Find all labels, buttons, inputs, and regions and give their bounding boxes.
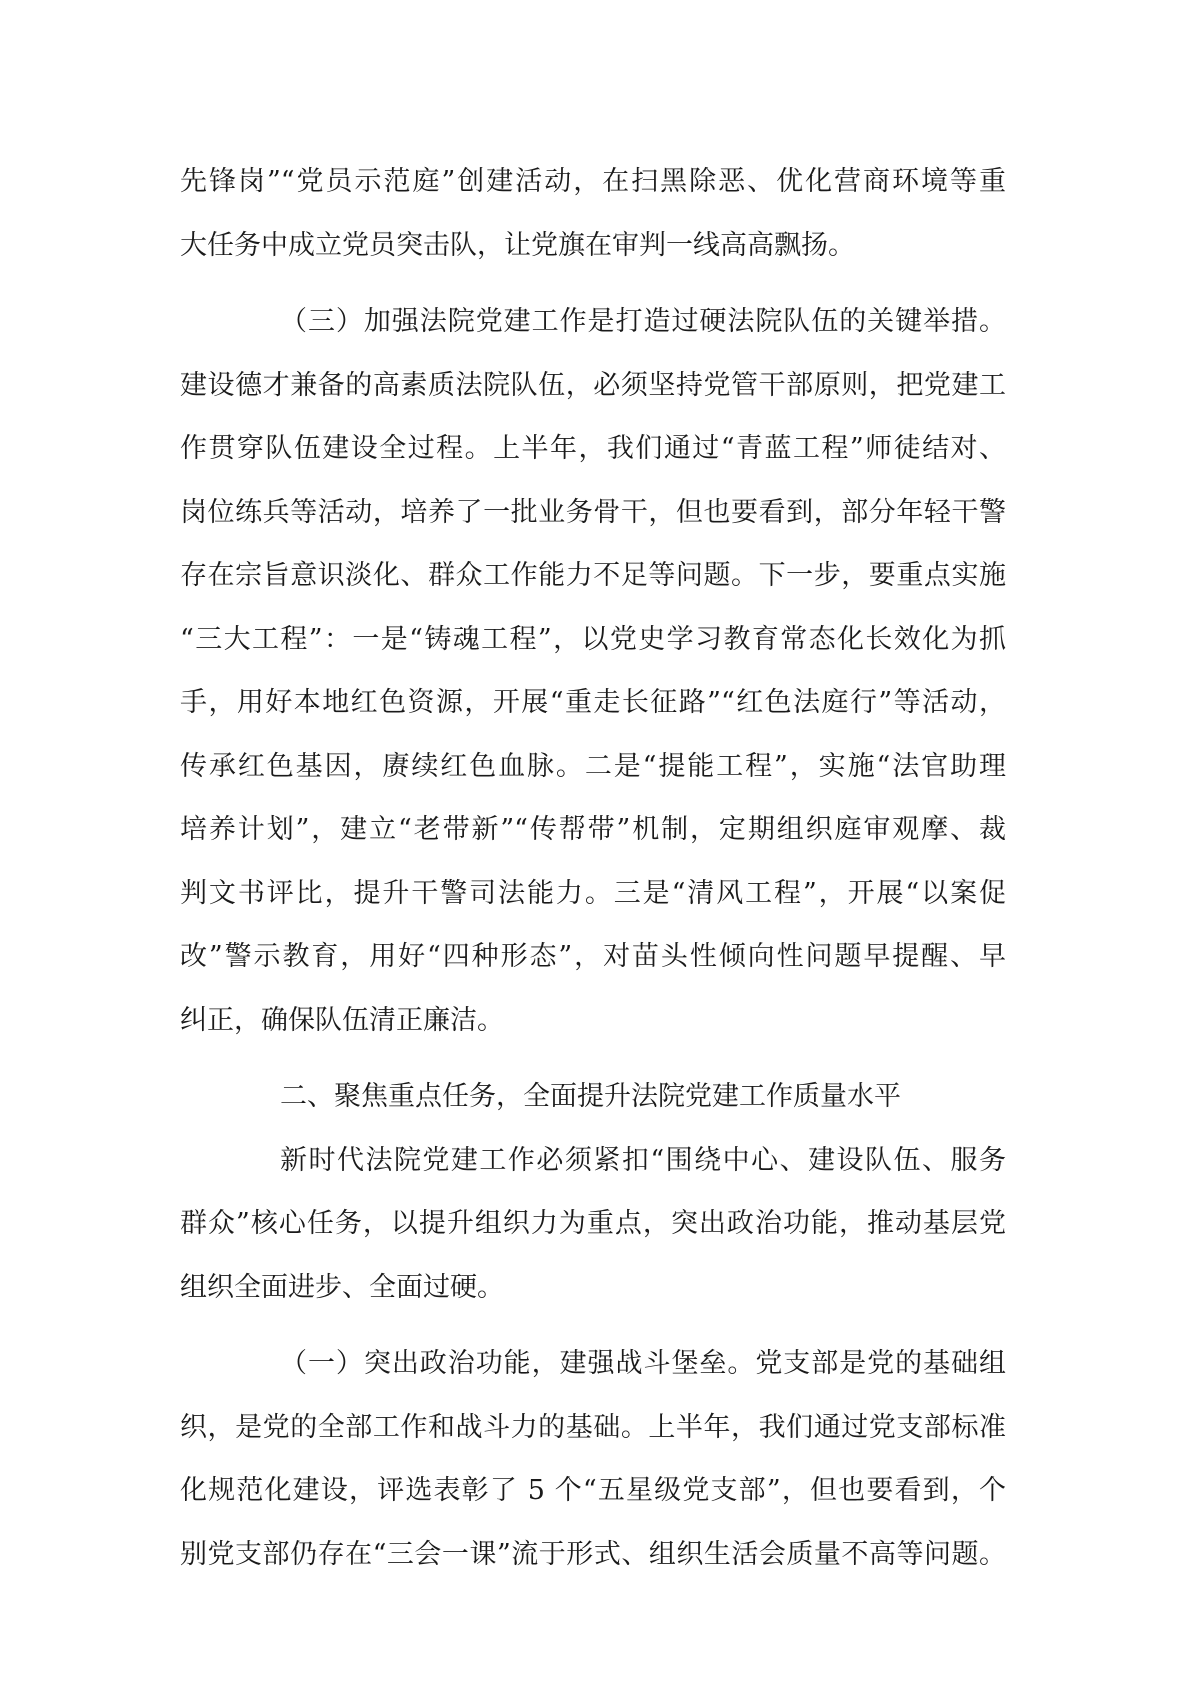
chapter-heading: 二、聚焦重点任务，全面提升法院党建工作质量水平 (280, 1081, 901, 1112)
body-line-9: 手，用好本地红色资源，开展“重走长征路”“红色法庭行”等活动， (180, 687, 1006, 718)
body-line-5: 作贯穿队伍建设全过程。上半年，我们通过“青蓝工程”师徒结对、 (180, 433, 1006, 464)
body-line-7: 存在宗旨意识淡化、群众工作能力不足等问题。下一步，要重点实施 (180, 560, 1006, 591)
body-line-17: 群众”核心任务，以提升组织力为重点，突出政治功能，推动基层党 (180, 1208, 1006, 1239)
document-page (180, 150, 1006, 1586)
body-line-1: 先锋岗”“党员示范庭”创建活动，在扫黑除恶、优化营商环境等重 (180, 166, 1006, 197)
body-line-14: 纠正，确保队伍清正廉洁。 (180, 1004, 504, 1036)
body-line-21: 化规范化建设，评选表彰了 5 个“五星级党支部”，但也要看到，个 (180, 1475, 1006, 1506)
body-line-2: 大任务中成立党员突击队，让党旗在审判一线高高飘扬。 (180, 229, 855, 261)
body-line-10: 传承红色基因，赓续红色血脉。二是“提能工程”，实施“法官助理 (180, 750, 1006, 782)
body-line-6: 岗位练兵等活动，培养了一批业务骨干，但也要看到，部分年轻干警 (180, 496, 1006, 528)
section-heading-1: （一）突出政治功能，建强战斗堡垒。党支部是党的基础组 (280, 1348, 1006, 1379)
body-line-12: 判文书评比，提升干警司法能力。三是“清风工程”，开展“以案促 (180, 877, 1006, 909)
section-heading-3: （三）加强法院党建工作是打造过硬法院队伍的关键举措。 (280, 306, 1006, 337)
body-line-4: 建设德才兼备的高素质法院队伍，必须坚持党管干部原则，把党建工 (180, 369, 1006, 401)
body-line-8: “三大工程”：一是“铸魂工程”，以党史学习教育常态化长效化为抓 (180, 623, 1006, 655)
body-line-13: 改”警示教育，用好“四种形态”，对苗头性倾向性问题早提醒、早 (180, 941, 1006, 972)
paragraph-gap (180, 1319, 1006, 1332)
body-line-16: 新时代法院党建工作必须紧扣“围绕中心、建设队伍、服务 (280, 1144, 1006, 1176)
body-line-11: 培养计划”，建立“老带新”“传帮带”机制，定期组织庭审观摩、裁 (180, 814, 1006, 845)
body-line-22: 别党支部仍存在“三会一课”流于形式、组织生活会质量不高等问题。 (180, 1538, 1006, 1570)
body-line-18: 组织全面进步、全面过硬。 (180, 1271, 504, 1303)
body-line-20: 织，是党的全部工作和战斗力的基础。上半年，我们通过党支部标准 (180, 1411, 1006, 1443)
paragraph-gap (180, 1052, 1006, 1065)
paragraph-gap (180, 277, 1006, 290)
